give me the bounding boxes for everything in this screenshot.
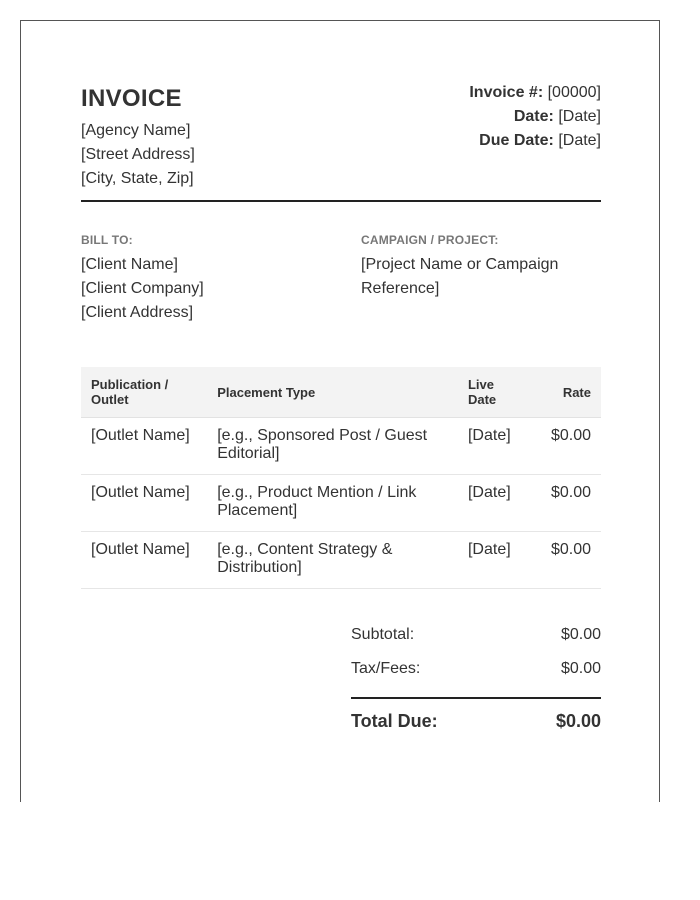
- tax-value: $0.00: [560, 660, 601, 677]
- subtotal-label: Subtotal:: [351, 626, 415, 643]
- total-due-row: [351, 709, 601, 743]
- subtotal-value: $0.00: [560, 626, 601, 643]
- cell-placement: [e.g., Content Strategy & Distribution]: [207, 532, 458, 589]
- invoice-page: [20, 20, 660, 802]
- cell-rate: $0.00: [532, 532, 601, 589]
- cell-placement: [e.g., Product Mention / Link Placement]: [207, 475, 458, 532]
- col-header-rate: Rate: [532, 367, 601, 418]
- invoice-date-line: [469, 105, 601, 129]
- invoice-number-line: [469, 81, 601, 105]
- cell-date: [Date]: [458, 418, 532, 475]
- due-date-value: [Date]: [558, 132, 601, 149]
- campaign-label: CAMPAIGN / PROJECT:: [361, 233, 499, 247]
- invoice-date-label: Date:: [513, 108, 554, 125]
- invoice-content: [81, 21, 601, 731]
- invoice-number-label: Invoice #:: [469, 84, 544, 101]
- table-row: [81, 475, 601, 532]
- cell-outlet: [Outlet Name]: [81, 418, 207, 475]
- total-due-label: Total Due:: [351, 711, 438, 731]
- totals-divider: [351, 697, 601, 699]
- client-company: [Client Company]: [81, 280, 204, 297]
- cell-rate: $0.00: [532, 418, 601, 475]
- col-header-placement: Placement Type: [207, 367, 458, 418]
- agency-name: [Agency Name]: [81, 122, 191, 139]
- line-items-table: [81, 367, 601, 589]
- invoice-header: [81, 21, 601, 201]
- campaign-reference: [Project Name or Campaign Reference]: [361, 256, 559, 297]
- col-header-outlet: Publication / Outlet: [81, 367, 207, 418]
- invoice-date-value: [Date]: [558, 108, 601, 125]
- bill-to-section: [81, 233, 331, 325]
- agency-block: [81, 119, 195, 191]
- campaign-section: [361, 233, 601, 301]
- invoice-number-value: [00000]: [547, 84, 601, 101]
- table-row: [81, 418, 601, 475]
- tax-row: [351, 655, 601, 689]
- tax-label: Tax/Fees:: [351, 660, 421, 677]
- totals-block: [351, 621, 601, 743]
- table-header-row: [81, 367, 601, 418]
- cell-outlet: [Outlet Name]: [81, 475, 207, 532]
- col-header-date: Live Date: [458, 367, 532, 418]
- agency-city: [City, State, Zip]: [81, 170, 194, 187]
- total-due-value: $0.00: [555, 711, 601, 731]
- due-date-line: [469, 129, 601, 153]
- cell-date: [Date]: [458, 475, 532, 532]
- table-row: [81, 532, 601, 589]
- header-divider: [81, 200, 601, 202]
- agency-street: [Street Address]: [81, 146, 195, 163]
- cell-date: [Date]: [458, 532, 532, 589]
- bill-to-label: BILL TO:: [81, 233, 133, 247]
- due-date-label: Due Date:: [479, 132, 554, 149]
- cell-outlet: [Outlet Name]: [81, 532, 207, 589]
- invoice-title: INVOICE: [81, 85, 182, 112]
- client-address: [Client Address]: [81, 304, 194, 321]
- cell-placement: [e.g., Sponsored Post / Guest Editorial]: [207, 418, 458, 475]
- subtotal-row: [351, 621, 601, 655]
- cell-rate: $0.00: [532, 475, 601, 532]
- client-name: [Client Name]: [81, 256, 178, 273]
- invoice-meta: [469, 81, 601, 153]
